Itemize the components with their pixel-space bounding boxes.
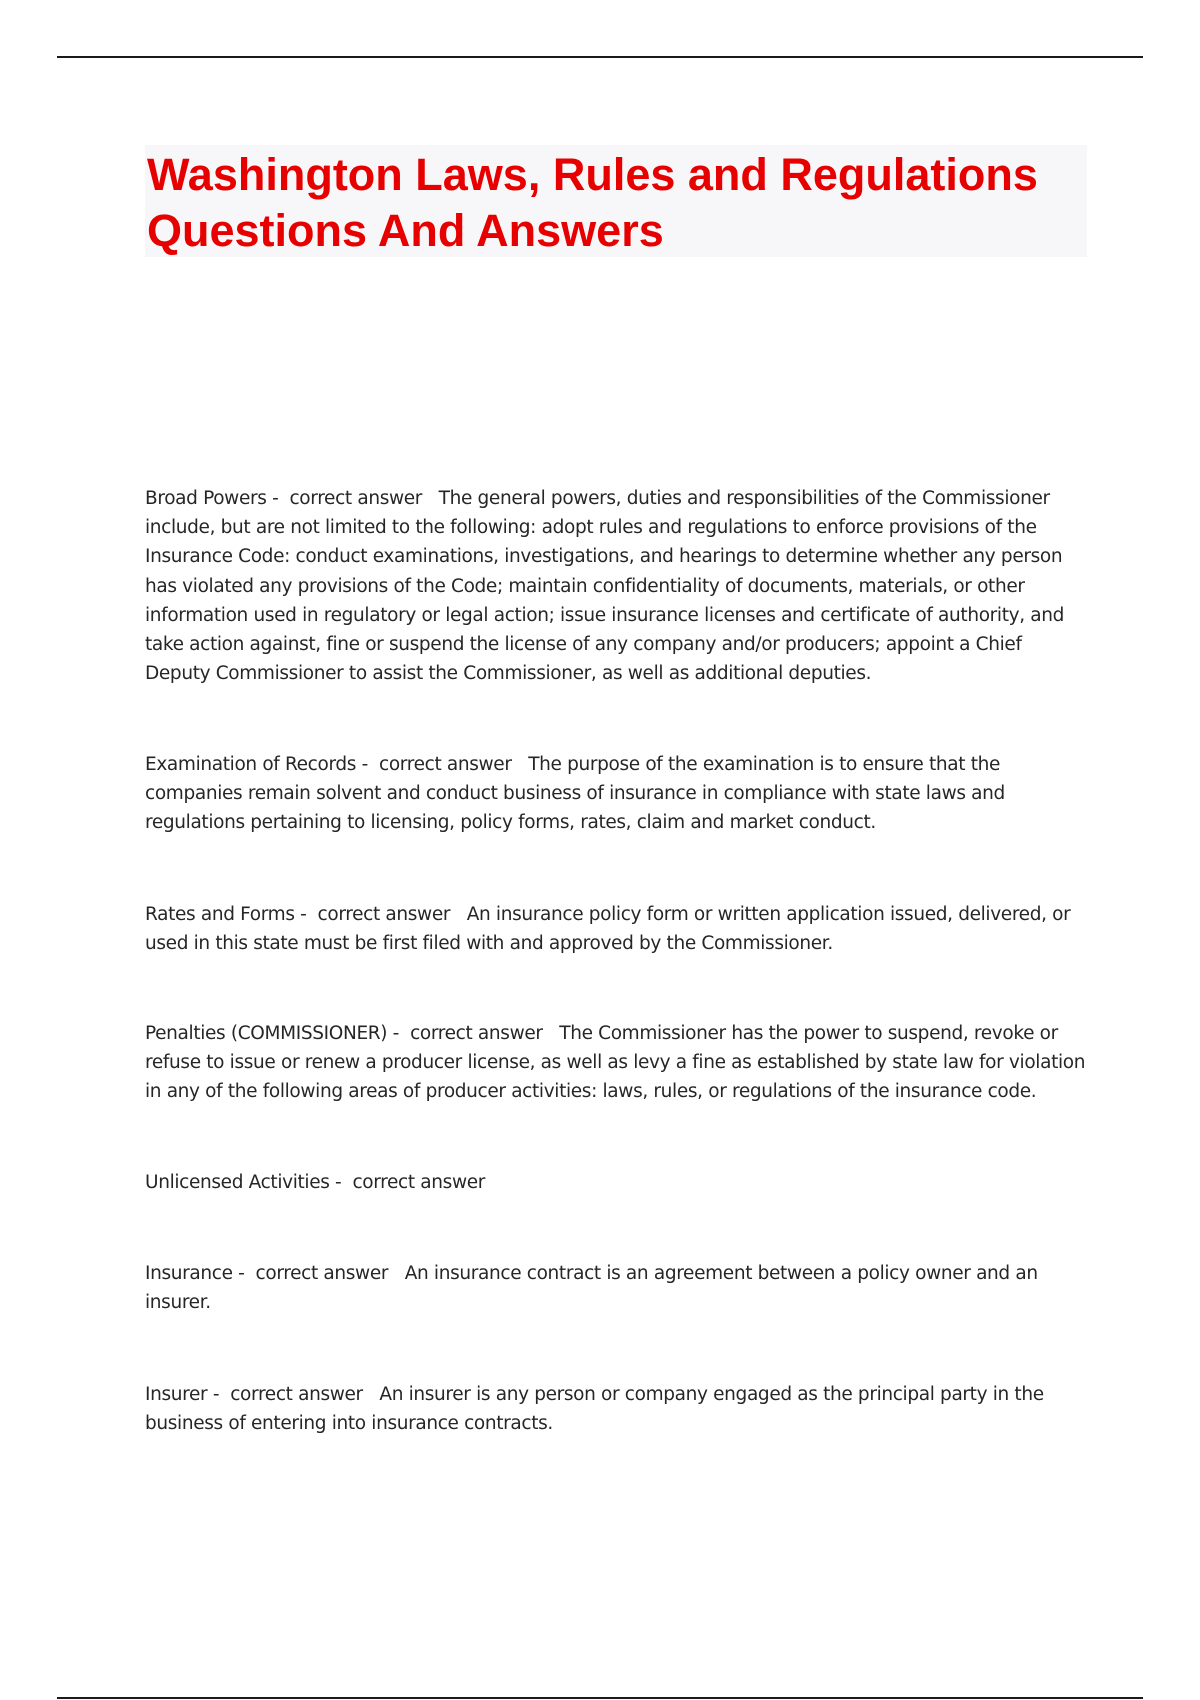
qa-item-unlicensed-activities: Unlicensed Activities - correct answer	[145, 1172, 486, 1193]
qa-answer-marker: correct answer	[317, 904, 451, 925]
qa-answer: An insurer is any person or company engaged as the principal party in the business of entering into insurance contracts.	[145, 1384, 1044, 1435]
qa-term: Broad Powers	[145, 488, 267, 509]
qa-item-rates-and-forms: Rates and Forms - correct answer An insurance policy form or written application issued, delivered, or used in this state must be first filed with and approved by the Commissioner.	[145, 904, 1071, 955]
qa-item-insurance: Insurance - correct answer An insurance contract is an agreement between a policy owner and an insurer.	[145, 1263, 1038, 1314]
qa-item-penalties: Penalties (COMMISSIONER) - correct answer The Commissioner has the power to suspend, revoke or refuse to issue or renew a producer license, as well as levy a fine as established by state law for violation in any of the following areas of producer activities: laws, rules, or regulations of the insurance code.	[145, 1023, 1086, 1103]
top-rule	[57, 56, 1143, 58]
qa-term: Rates and Forms	[145, 904, 295, 925]
qa-answer-marker: correct answer	[289, 488, 423, 509]
qa-answer-marker: correct answer	[379, 754, 512, 775]
qa-answer: The purpose of the examination is to ensure that the companies remain solvent and conduct business of insurance in compliance with state laws and regulations pertaining to licensing, policy forms, rates, claim and market conduct.	[145, 754, 1005, 834]
qa-answer-marker: correct answer	[230, 1384, 363, 1405]
qa-answer-marker: correct answer	[352, 1172, 486, 1193]
qa-item-insurer: Insurer - correct answer An insurer is any person or company engaged as the principal party in the business of entering into insurance contracts.	[145, 1384, 1044, 1435]
document-title: Washington Laws, Rules and Regulations Questions And Answers	[147, 149, 1038, 256]
qa-item-broad-powers: Broad Powers - correct answer The general powers, duties and responsibilities of the Commissioner include, but are not limited to the following: adopt rules and regulations to enforce provisions of the Insurance Code: conduct examinations, investigations, and hearings to determine whether any person has violated any provisions of the Code; maintain confidentiality of documents, materials, or other information used in regulatory or legal action; issue insurance licenses and certificate of authority, and take action against, fine or suspend the license of any company and/or producers; appoint a Chief Deputy Commissioner to assist the Commissioner, as well as additional deputies.	[145, 488, 1065, 685]
qa-term: Penalties (COMMISSIONER)	[145, 1023, 388, 1044]
qa-answer-marker: correct answer	[255, 1263, 389, 1284]
qa-item-examination-of-records: Examination of Records - correct answer The purpose of the examination is to ensure that the companies remain solvent and conduct business of insurance in compliance with state laws and regulations pertaining to licensing, policy forms, rates, claim and market conduct.	[145, 754, 1005, 834]
qa-answer: An insurance contract is an agreement between a policy owner and an insurer.	[145, 1263, 1038, 1314]
qa-answer: The Commissioner has the power to suspend, revoke or refuse to issue or renew a producer license, as well as levy a fine as established by state law for violation in any of the following areas of producer activities: laws, rules, or regulations of the insurance code.	[145, 1023, 1086, 1103]
bottom-rule	[57, 1697, 1143, 1699]
qa-term: Insurance	[145, 1263, 233, 1284]
qa-term: Unlicensed Activities	[145, 1172, 330, 1193]
qa-answer: The general powers, duties and responsibilities of the Commissioner include, but are not limited to the following: adopt rules and regulations to enforce provisions of the Insurance Code: conduct examinations, investigations, and hearings to determine whether any person has violated any provisions of the Code; maintain confidentiality of documents, materials, or other information used in regulatory or legal action; issue insurance licenses and certificate of authority, and take action against, fine or suspend the license of any company and/or producers; appoint a Chief Deputy Commissioner to assist the Commissioner, as well as additional deputies.	[145, 488, 1065, 685]
qa-answer: An insurance policy form or written application issued, delivered, or used in this state must be first filed with and approved by the Commissioner.	[145, 904, 1071, 955]
qa-answer-marker: correct answer	[410, 1023, 543, 1044]
qa-term: Insurer	[145, 1384, 208, 1405]
qa-term: Examination of Records	[145, 754, 357, 775]
